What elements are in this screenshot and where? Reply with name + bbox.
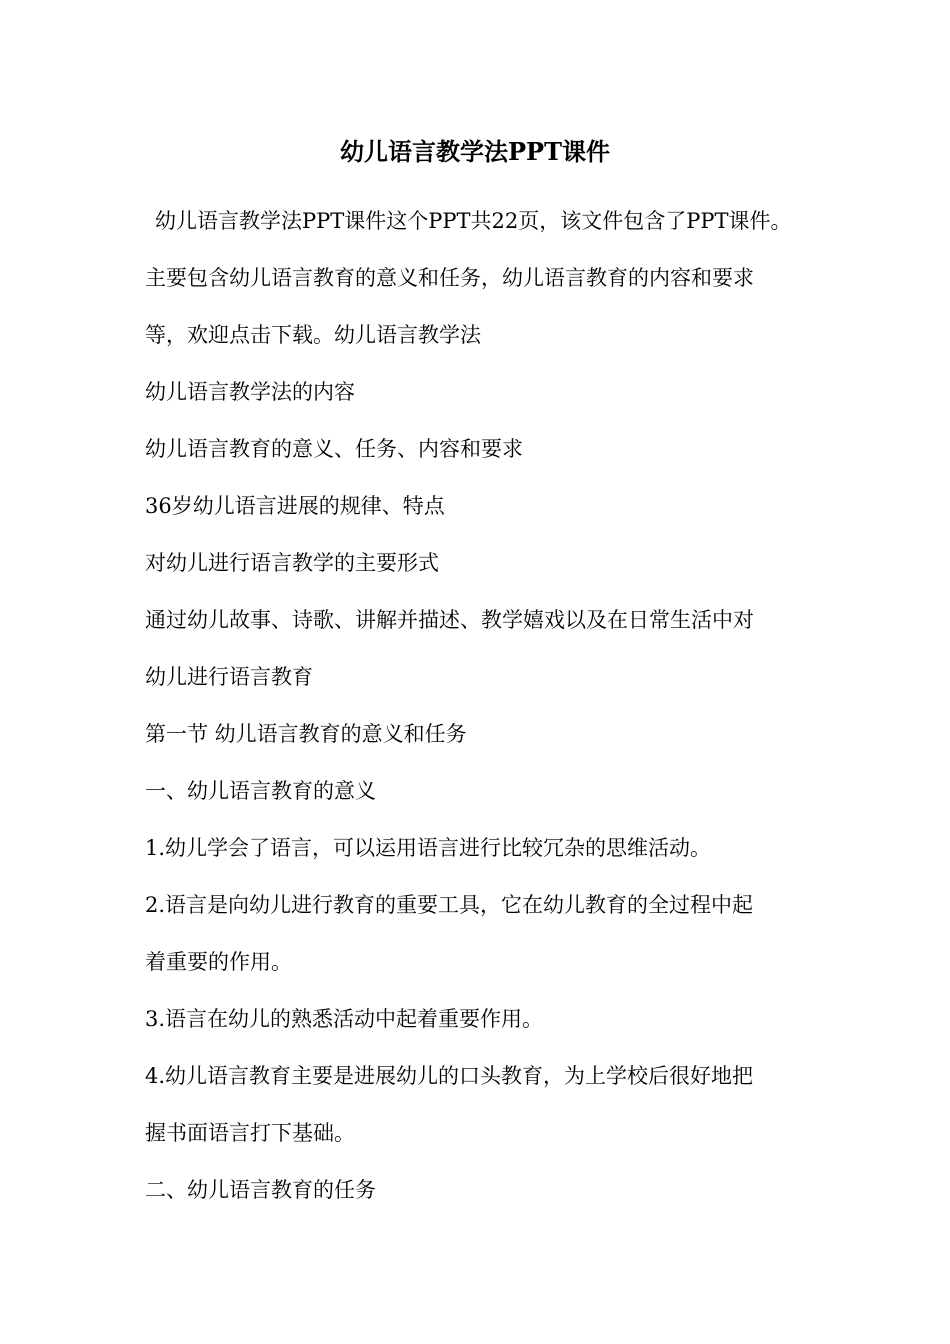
paragraph-line: 通过幼儿故事、诗歌、讲解并描述、教学嬉戏以及在日常生活中对 — [145, 608, 754, 632]
list-item-continuation: 握书面语言打下基础。 — [145, 1121, 355, 1145]
document-title: 幼儿语言教学法PPT课件 — [340, 137, 610, 166]
paragraph-line: 36岁幼儿语言进展的规律、特点 — [145, 494, 445, 518]
subsection-heading: 二、幼儿语言教育的任务 — [145, 1178, 376, 1202]
list-item: 4.幼儿语言教育主要是进展幼儿的口头教育，为上学校后很好地把 — [145, 1064, 754, 1088]
paragraph-line: 幼儿语言教学法PPT课件这个PPT共22页，该文件包含了PPT课件。 — [155, 209, 792, 233]
list-item: 3.语言在幼儿的熟悉活动中起着重要作用。 — [145, 1007, 544, 1031]
list-item: 2.语言是向幼儿进行教育的重要工具，它在幼儿教育的全过程中起 — [145, 893, 754, 917]
paragraph-line: 幼儿语言教育的意义、任务、内容和要求 — [145, 437, 523, 461]
list-item-continuation: 着重要的作用。 — [145, 950, 292, 974]
paragraph-line: 对幼儿进行语言教学的主要形式 — [145, 551, 439, 575]
paragraph-line: 等，欢迎点击下载。幼儿语言教学法 — [145, 323, 481, 347]
list-item: 1.幼儿学会了语言，可以运用语言进行比较冗杂的思维活动。 — [145, 836, 712, 860]
paragraph-line: 主要包含幼儿语言教育的意义和任务，幼儿语言教育的内容和要求 — [145, 266, 754, 290]
paragraph-line: 幼儿语言教学法的内容 — [145, 380, 355, 404]
section-heading: 第一节 幼儿语言教育的意义和任务 — [145, 722, 467, 746]
paragraph-line: 幼儿进行语言教育 — [145, 665, 313, 689]
subsection-heading: 一、幼儿语言教育的意义 — [145, 779, 376, 803]
